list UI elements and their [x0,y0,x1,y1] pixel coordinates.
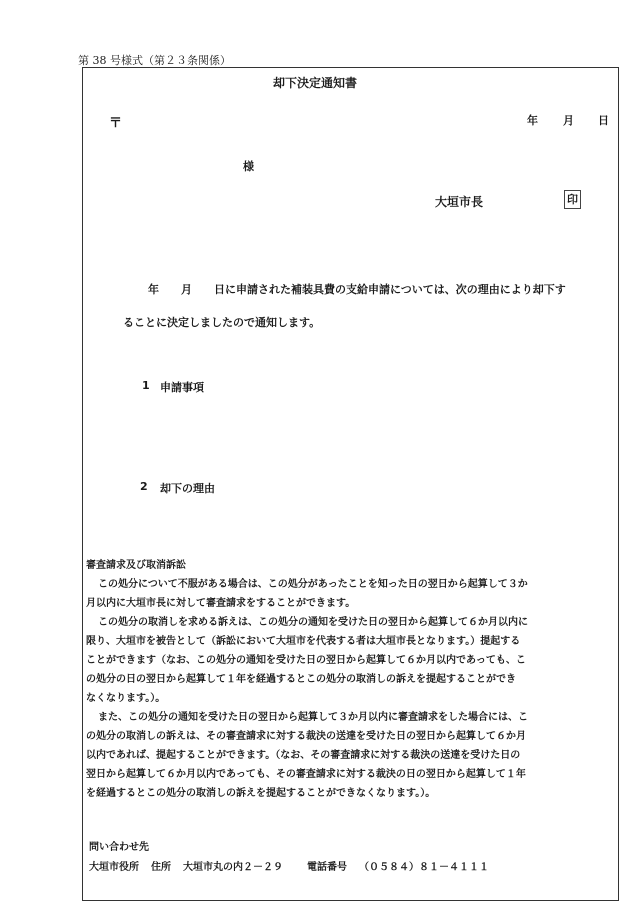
document-title: 却下決定通知書 [272,76,357,90]
section-1-number: 1 [142,379,150,392]
date-month: 月 [563,114,574,127]
appeal-paragraph-3-line-2: の処分の取消しの訴えは、その審査請求に対する裁決の送達を受けた日の翌日から起算して６か月 [86,731,526,742]
appeal-paragraph-3-line-5: を経過するとこの処分の取消しの訴えを提起することができなくなります。）。 [86,788,436,799]
contact-line [89,858,489,878]
date-year: 年 [527,114,538,127]
contact-phone-label: 電話番号 [307,862,347,873]
appeal-notice [86,556,616,803]
contact-address: 大垣市丸の内２－２９ [183,862,283,873]
appeal-paragraph-3-line-4: 翌日から起算して６か月以内であっても、その審査請求に対する裁決の日の翌日から起算して１年 [86,769,526,780]
section-2-number: 2 [140,480,148,493]
issuer-name: 大垣市長 [435,195,484,209]
seal-box: 印 [564,190,581,209]
appeal-paragraph-1-line-1: この処分について不服がある場合は、この処分があったことを知った日の翌日から起算して３か [98,579,528,590]
appeal-paragraph-2-line-1: この処分の取消しを求める訴えは、この処分の通知を受けた日の翌日から起算して６か月以内に [98,617,528,628]
appeal-paragraph-3-line-1: また、この処分の通知を受けた日の翌日から起算して３か月以内に審査請求をした場合には、こ [98,712,528,723]
appeal-paragraph-2-line-4: の処分の日の翌日から起算して１年を経過するとこの処分の取消しの訴えを提起することができ [86,674,516,685]
contact-label: 問い合わせ先 [89,842,149,853]
contact-office: 大垣市役所 [89,862,139,873]
appeal-paragraph-2-line-3: ことができます（なお、この処分の通知を受けた日の翌日から起算して６か月以内であっても、こ [86,655,526,666]
body-line-1: 年 月 日に申請された補装具費の支給申請については、次の理由により却下す [148,283,566,296]
appeal-heading: 審査請求及び取消訴訟 [86,560,186,571]
contact-address-label: 住所 [151,862,171,873]
addressee-suffix: 様 [243,160,254,173]
appeal-paragraph-3-line-3: 以内であれば、提起することができます。（なお、その審査請求に対する裁決の送達を受けた日の [86,750,521,761]
appeal-paragraph-2-line-2: 限り、大垣市を被告として（訴訟において大垣市を代表する者は大垣市長となります。）提起する [86,636,521,647]
section-2-label: 却下の理由 [160,482,215,495]
section-1-label: 申請事項 [160,381,204,394]
date-day: 日 [598,114,609,127]
contact-info [89,838,489,878]
appeal-paragraph-2-line-5: なくなります。）。 [86,693,166,704]
contact-phone: （０５８４）８１－４１１１ [359,862,489,873]
appeal-paragraph-1-line-2: 月以内に大垣市長に対して審査請求をすることができます。 [86,598,356,609]
postal-mark: 〒 [109,116,123,131]
form-number: 第 38 号様式（第２３条関係） [78,54,231,67]
body-line-2: ることに決定しましたので通知します。 [123,316,321,329]
